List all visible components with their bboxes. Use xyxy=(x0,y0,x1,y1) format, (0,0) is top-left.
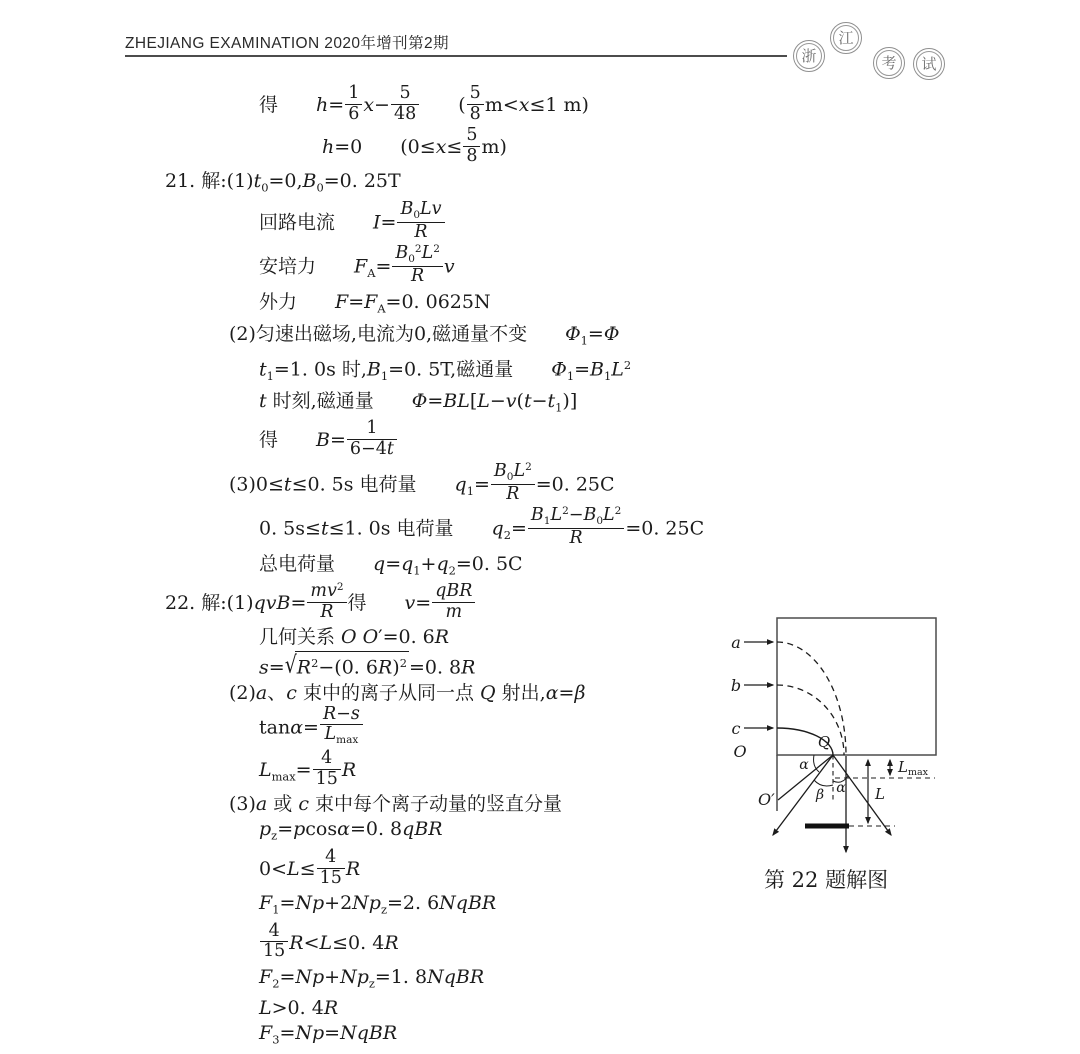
seal-circle-kao xyxy=(873,47,905,79)
solution-line: $F_2=Np+Np_z=1$. 8NqBR xyxy=(259,965,485,991)
solution-line: L>0. 4R xyxy=(259,997,339,1020)
solution-line: 外力 $F=F_A=0$. 0625N xyxy=(259,290,491,316)
problem-22-diagram xyxy=(698,596,978,896)
seal-char: 考 xyxy=(881,53,897,72)
figure-caption: 第 22 题解图 xyxy=(764,868,889,892)
beam-a-label: a xyxy=(731,633,741,652)
seal-circle-zhe xyxy=(793,40,825,72)
solution-line: 21. 解$:(1)t_0=0,B_0=0$. 25T xyxy=(165,170,401,195)
solution-line: (2)匀速出磁场,电流为0,磁通量不变 $\Phi_1=\Phi$ xyxy=(229,322,620,348)
point-q-label: Q xyxy=(817,733,831,751)
solution-line: $F_3=Np=NqBR$ xyxy=(259,1022,398,1047)
beam-a-trajectory-arc xyxy=(777,642,846,755)
solution-line: tanα= R−s $L_{max}$ xyxy=(259,707,1080,750)
point-o-label: O xyxy=(733,742,747,761)
lmax-label: $L_{max}$ xyxy=(898,758,928,778)
solution-line: h=0 (0≤x≤ $\frac{5}{8}$ m) xyxy=(322,125,507,166)
beam-b-label: b xyxy=(730,676,742,695)
angle-beta-label: β xyxy=(815,787,825,803)
solution-text-block xyxy=(0,84,1080,1054)
angle-beta-arc xyxy=(814,780,833,786)
solution-line: 得 h= $\frac{1}{6}$ x− $\frac{5}{48}$ ( $\frac{5}{8}$ m<x≤1 m) xyxy=(259,83,589,124)
field-region-rect xyxy=(777,618,936,755)
solution-line: $p_z=pcos\alpha=0$. 8qBR xyxy=(259,818,443,843)
seal-circle-jiang xyxy=(830,22,862,54)
seal-char: 浙 xyxy=(801,46,817,65)
solution-line: 0. 5s≤t≤1. 0s 电荷量 $q_2=$ $\frac{B_1L^2-B_0L^2}{R}$ =0. 25C xyxy=(259,505,705,549)
l-label: L xyxy=(875,785,885,803)
solution-line: $L_{max}=$ $\frac{4}{15}$ R xyxy=(259,748,357,789)
solution-line: (3)0≤t≤0. 5s 电荷量 $q_1=$ $\frac{B_0L^2}{R}$ =0. 25C xyxy=(229,460,615,504)
seal-char: 试 xyxy=(921,54,937,73)
point-o-prime-label: O′ xyxy=(758,790,775,809)
solution-line: $s=√R^2-(0$. 6R)$^2$ =0. 8R xyxy=(259,650,476,679)
seal-circle-shi xyxy=(913,48,945,80)
solution-line: $\frac{4}{15}$ R<L≤0. 4R xyxy=(259,924,1080,964)
solution-line: 22. 解:(1)qvB= $\frac{mv^2}{R}$ 得 v= qBR m xyxy=(165,584,1080,624)
beam-b-trajectory-arc xyxy=(777,685,844,755)
angle-alpha-left-label: α xyxy=(799,757,809,773)
solution-line: (2)a、c 束中的离子从同一点 Q 射出,α=β xyxy=(229,681,586,704)
header-rule xyxy=(125,55,787,57)
solution-line: 总电荷量 $q=q_1+q_2=0$. 5C xyxy=(259,552,523,578)
solution-line: 0<L≤ $\frac{4}{15}$ R xyxy=(259,846,361,888)
journal-header-title: ZHEJIANG EXAMINATION 2020年增刊第2期 xyxy=(125,35,449,52)
solution-line: 几何关系 O O′=0. 6R xyxy=(259,626,450,649)
angle-alpha-right-label: α xyxy=(836,780,846,796)
solution-line: t 时刻,磁通量 $\Phi=BL[L-v(t-t_1)]$ xyxy=(259,389,578,415)
seal-char: 江 xyxy=(838,28,854,47)
solution-line: 安培力 $F_A=$ $\frac{B_0^2L^2}{R}$ v xyxy=(259,243,455,287)
solution-line: 回路电流 I= $\frac{B_0Lv}{R}$ xyxy=(259,202,1080,245)
solution-line: (3)a 或 c 束中每个离子动量的竖直分量 xyxy=(229,793,563,816)
solution-line: 得 B= $\frac{1}{6-4t}$ xyxy=(259,421,1080,461)
beam-c-label: c xyxy=(731,719,741,738)
solution-line: $F_1=Np+2Np_z=2$. 6NqBR xyxy=(259,892,497,917)
solution-line: $t_1=1$. 0s 时$,B_1=0$. 5T,磁通量 $\Phi_1=B_1L^2$ xyxy=(259,358,632,383)
